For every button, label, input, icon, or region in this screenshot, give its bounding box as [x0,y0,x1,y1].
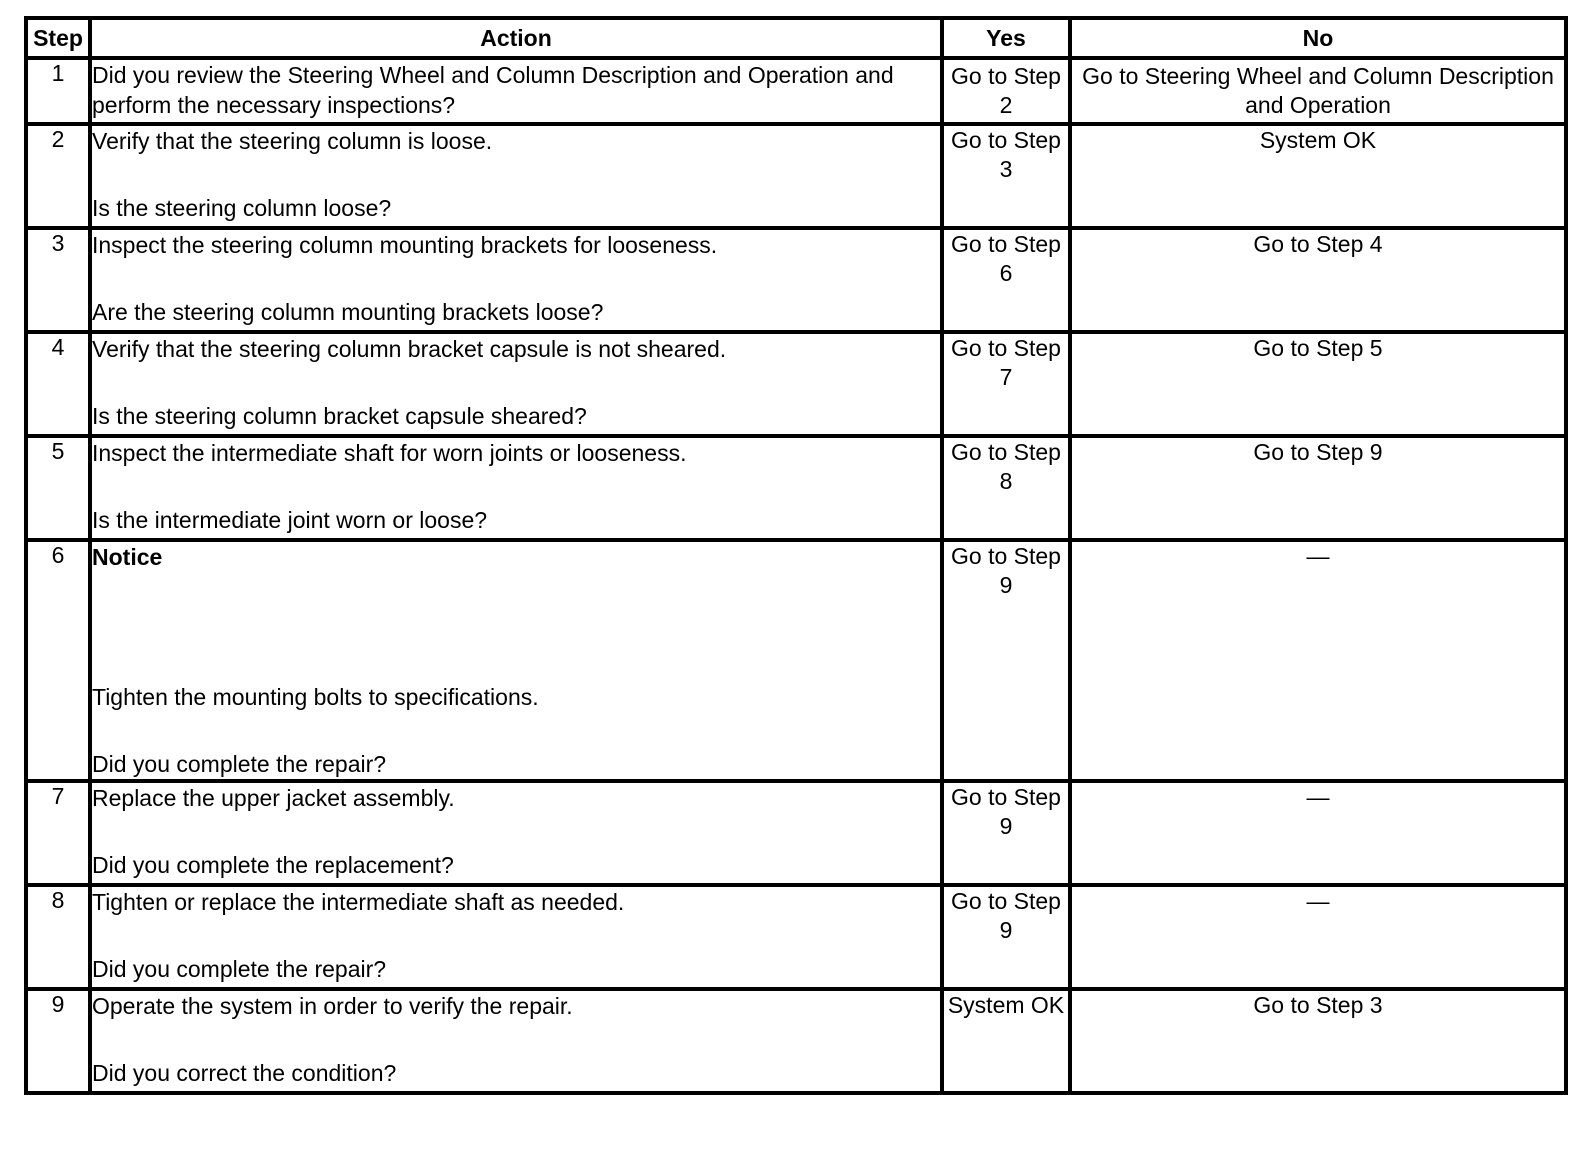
yes-cell: Go to Step 6 [942,228,1070,332]
action-cell [90,989,942,1093]
step-number: 2 [26,124,90,228]
step-number: 9 [26,989,90,1093]
action-cell [90,436,942,540]
yes-cell: Go to Step 8 [942,436,1070,540]
no-cell: — [1070,885,1566,989]
diagnostic-table [24,16,1568,1095]
action-question: Did you correct the condition? [92,1060,397,1086]
step-number: 8 [26,885,90,989]
header-no: No [1070,18,1566,58]
action-question: Did you complete the repair? [92,956,387,982]
action-instruction: Operate the system in order to verify the repair. [92,993,573,1019]
header-row [26,18,1566,58]
no-cell: — [1070,781,1566,885]
action-question: Is the steering column bracket capsule sheared? [92,403,587,429]
action-text: Did you review the Steering Wheel and Column Description and Operation and perform the necessary inspections? [92,62,894,118]
yes-cell: Go to Step 9 [942,540,1070,781]
action-question: Did you complete the repair? [92,751,387,777]
no-cell: Go to Step 9 [1070,436,1566,540]
action-question: Are the steering column mounting brackets loose? [92,299,604,325]
step-number: 5 [26,436,90,540]
no-cell: System OK [1070,124,1566,228]
table-row [26,989,1566,1093]
no-cell: Go to Step 3 [1070,989,1566,1093]
table-row [26,540,1566,781]
table-row [26,332,1566,436]
table-row [26,781,1566,885]
yes-cell: Go to Step 3 [942,124,1070,228]
yes-cell: System OK [942,989,1070,1093]
action-question: Is the intermediate joint worn or loose? [92,507,488,533]
table-row [26,436,1566,540]
action-instruction: Verify that the steering column is loose. [92,128,493,154]
action-cell [90,228,942,332]
table-row [26,124,1566,228]
action-question: Is the steering column loose? [92,195,392,221]
action-cell [90,885,942,989]
header-yes: Yes [942,18,1070,58]
action-instruction: Verify that the steering column bracket capsule is not sheared. [92,336,727,362]
yes-cell: Go to Step 9 [942,781,1070,885]
table-row [26,58,1566,124]
action-instruction: Inspect the intermediate shaft for worn joints or looseness. [92,440,687,466]
header-action: Action [90,18,942,58]
no-cell: Go to Step 4 [1070,228,1566,332]
no-cell: Go to Steering Wheel and Column Description and Operation [1070,58,1566,124]
notice-label: Notice [92,544,163,570]
action-cell [90,332,942,436]
step-number: 7 [26,781,90,885]
action-cell [90,58,942,124]
step-number: 1 [26,58,90,124]
table-row [26,228,1566,332]
step-number: 6 [26,540,90,781]
action-instruction: Inspect the steering column mounting brackets for looseness. [92,232,718,258]
step-number: 3 [26,228,90,332]
yes-cell: Go to Step 9 [942,885,1070,989]
yes-cell: Go to Step 2 [942,58,1070,124]
step-number: 4 [26,332,90,436]
action-question: Did you complete the replacement? [92,852,454,878]
yes-cell: Go to Step 7 [942,332,1070,436]
no-cell: Go to Step 5 [1070,332,1566,436]
action-instruction: Tighten or replace the intermediate shaft as needed. [92,889,625,915]
action-instruction: Replace the upper jacket assembly. [92,785,455,811]
action-instruction: Tighten the mounting bolts to specifications. [92,684,539,710]
action-cell [90,781,942,885]
action-cell [90,124,942,228]
action-cell [90,540,942,781]
no-cell: — [1070,540,1566,781]
header-step: Step [26,18,90,58]
table-row [26,885,1566,989]
